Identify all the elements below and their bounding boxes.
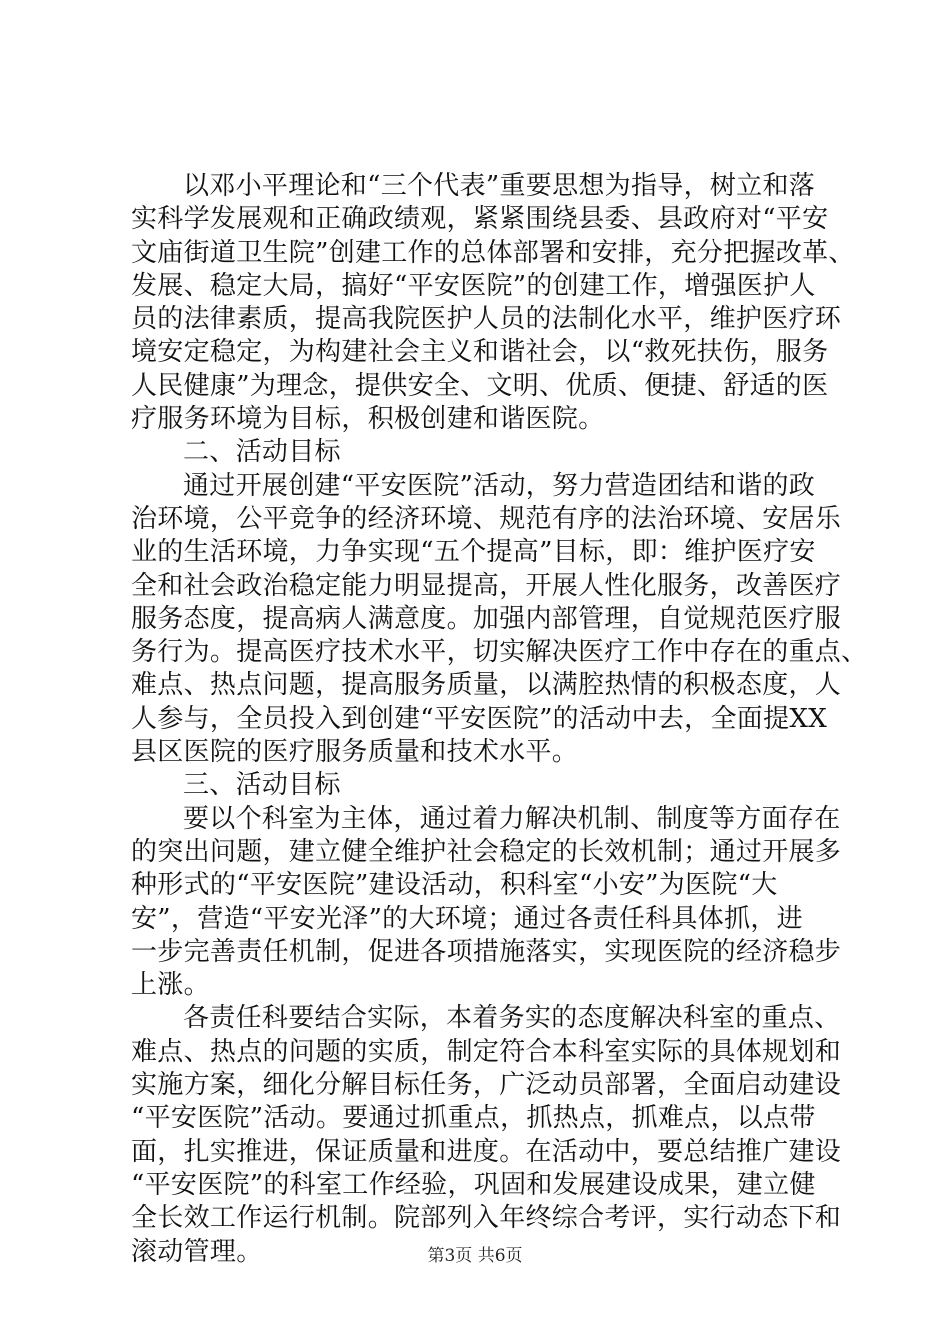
text-line: 全和社会政治稳定能力明显提高，开展人性化服务，改善医疗 <box>131 570 842 601</box>
text-line: 难点、热点问题，提高服务质量，以满腔热情的积极态度，人 <box>131 670 842 701</box>
section-heading-2: 二、活动目标 <box>183 437 341 468</box>
section-heading-3: 三、活动目标 <box>183 770 341 801</box>
text-line: 种形式的“平安医院”建设活动，积科室“小安”为医院“大 <box>131 870 778 901</box>
text-line: 服务态度，提高病人满意度。加强内部管理，自觉规范医疗服 <box>131 603 842 634</box>
text-line: 实科学发展观和正确政绩观，紧紧围绕县委、县政府对“平安 <box>131 204 829 235</box>
text-line: 县区医院的医疗服务质量和技术水平。 <box>131 737 579 768</box>
document-body <box>131 170 868 1269</box>
text-line: 人民健康”为理念，提供安全、文明、优质、便捷、舒适的医 <box>131 370 829 401</box>
text-line: 面，扎实推进，保证质量和进度。在活动中，要总结推广建设 <box>131 1136 842 1167</box>
paragraph-department-mechanism <box>131 803 842 1003</box>
text-line: 通过开展创建“平安医院”活动，努力营造团结和谐的政 <box>183 470 816 501</box>
text-line: 文庙街道卫生院”创建工作的总体部署和安排，充分把握改革、 <box>131 237 855 268</box>
text-line: 疗服务环境为目标，积极创建和谐医院。 <box>131 404 605 435</box>
text-line: “平安医院”活动。要通过抓重点，抓热点，抓难点，以点带 <box>131 1103 816 1134</box>
text-line: 各责任科要结合实际，本着务实的态度解决科室的重点、 <box>183 1003 841 1034</box>
text-line: 的突出问题，建立健全维护社会稳定的长效机制；通过开展多 <box>131 836 842 867</box>
paragraph-implementation <box>131 1002 842 1268</box>
text-line: 以邓小平理论和“三个代表”重要思想为指导，树立和落 <box>183 171 816 201</box>
paragraph-guiding-ideology <box>131 170 855 436</box>
text-line: 发展、稳定大局，搞好“平安医院”的创建工作，增强医护人 <box>131 270 816 301</box>
text-line: 安”，营造“平安光泽”的大环境；通过各责任科具体抓，进 <box>131 903 803 934</box>
text-line: 一步完善责任机制，促进各项措施落实，实现医院的经济稳步 <box>131 936 842 967</box>
text-line: 人参与，全员投入到创建“平安医院”的活动中去，全面提XX <box>131 703 828 734</box>
text-line: 员的法律素质，提高我院医护人员的法制化水平，维护医疗环 <box>131 304 842 335</box>
text-line: 务行为。提高医疗技术水平，切实解决医疗工作中存在的重点、 <box>131 637 868 668</box>
text-line: 境安定稳定，为构建社会主义和谐社会，以“救死扶伤，服务 <box>131 337 829 368</box>
text-line: 滚动管理。 <box>131 1236 263 1267</box>
paragraph-activity-goals <box>131 470 868 770</box>
text-line: “平安医院”的科室工作经验，巩固和发展建设成果，建立健 <box>131 1169 816 1200</box>
text-line: 全长效工作运行机制。院部列入年终综合考评，实行动态下和 <box>131 1203 842 1234</box>
text-line: 难点、热点的问题的实质，制定符合本科室实际的具体规划和 <box>131 1036 842 1067</box>
page-number-footer: 第3页 共6页 <box>427 1246 523 1266</box>
text-line: 上涨。 <box>131 970 210 1001</box>
text-line: 业的生活环境，力争实现“五个提高”目标，即：维护医疗安 <box>131 537 816 568</box>
text-line: 治环境，公平竞争的经济环境、规范有序的法治环境、安居乐 <box>131 503 842 534</box>
text-line: 要以个科室为主体，通过着力解决机制、制度等方面存在 <box>183 803 841 834</box>
text-line: 实施方案，细化分解目标任务，广泛动员部署，全面启动建设 <box>131 1070 842 1101</box>
